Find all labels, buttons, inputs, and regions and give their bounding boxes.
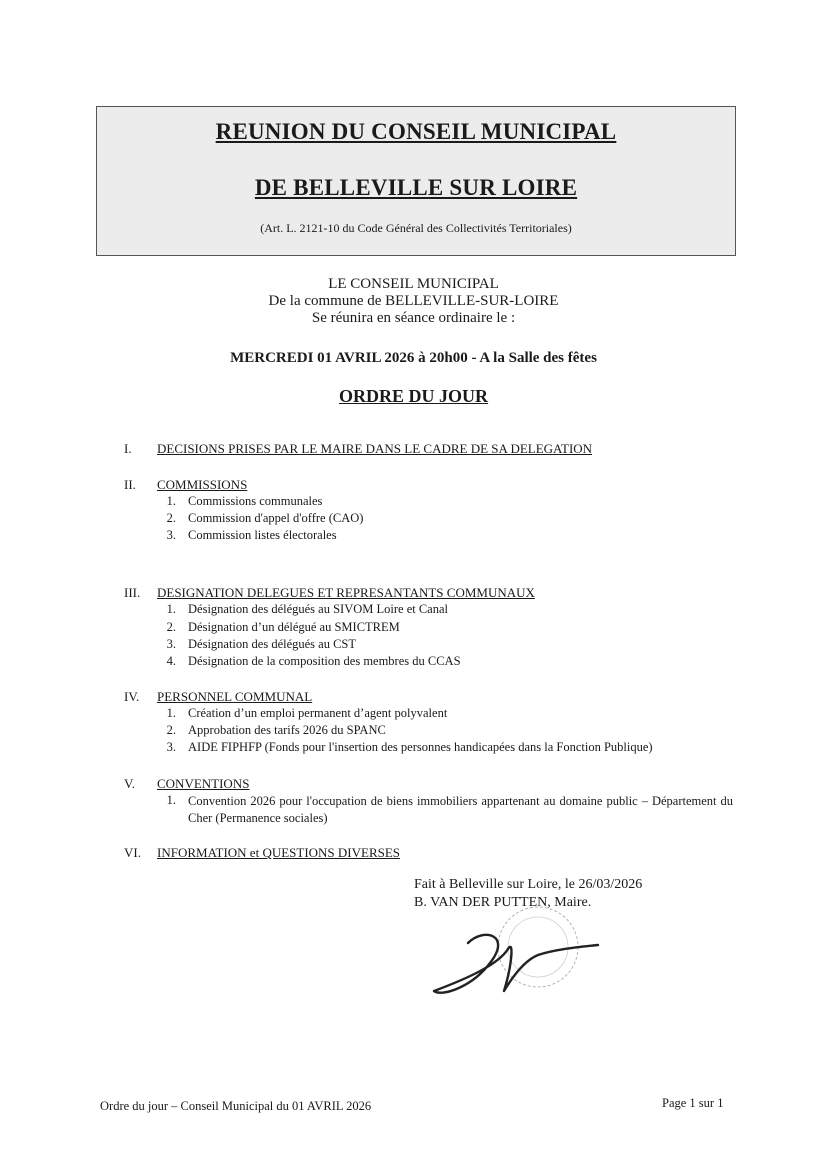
item-number: 2. bbox=[166, 620, 176, 634]
item-number: 4. bbox=[166, 654, 176, 668]
item-number: 3. bbox=[166, 740, 176, 754]
item-text: Désignation des délégués au SIVOM Loire et Canal bbox=[188, 602, 449, 616]
section-title: CONVENTIONS bbox=[157, 776, 250, 791]
header-box bbox=[96, 106, 736, 256]
section-number: IV. bbox=[124, 689, 140, 704]
item-text: Désignation des délégués au CST bbox=[188, 637, 357, 651]
item-text: Commission d'appel d'offre (CAO) bbox=[188, 511, 364, 525]
document-title-line2: DE BELLEVILLE SUR LOIRE bbox=[254, 175, 578, 200]
item-text: AIDE FIPHFP (Fonds pour l'insertion des personnes handicapées dans la Fonction Publique) bbox=[188, 740, 653, 754]
signatory-name: B. VAN DER PUTTEN, Maire. bbox=[414, 895, 592, 910]
section-title: DESIGNATION DELEGUES ET REPRESANTANTS COMMUNAUX bbox=[157, 585, 535, 600]
item-number: 2. bbox=[166, 511, 176, 525]
convocation-block bbox=[0, 276, 827, 327]
item-text: Commission listes électorales bbox=[188, 528, 337, 542]
convocation-line1: LE CONSEIL MUNICIPAL bbox=[328, 276, 499, 292]
item-text: Création d’un emploi permanent d’agent polyvalent bbox=[188, 706, 448, 720]
legal-reference: (Art. L. 2121-10 du Code Général des Collectivités Territoriales) bbox=[260, 221, 572, 235]
footer-left: Ordre du jour – Conseil Municipal du 01 AVRIL 2026 bbox=[100, 1099, 372, 1113]
item-number: 1. bbox=[166, 793, 176, 807]
item-text: Désignation d’un délégué au SMICTREM bbox=[188, 620, 400, 634]
item-number: 1. bbox=[166, 602, 176, 616]
item-number: 1. bbox=[166, 494, 176, 508]
handwritten-signature bbox=[420, 905, 610, 1015]
signature-place-date: Fait à Belleville sur Loire, le 26/03/2026 bbox=[414, 877, 643, 892]
meeting-date-line: MERCREDI 01 AVRIL 2026 à 20h00 - A la Salle des fêtes bbox=[230, 350, 597, 366]
section-title: COMMISSIONS bbox=[157, 477, 248, 492]
section-number: I. bbox=[124, 441, 132, 456]
item-text: Convention 2026 pour l'occupation de biens immobiliers appartenant au domaine public – Département du Cher (Permanence sociales) bbox=[188, 794, 733, 825]
item-number: 1. bbox=[166, 706, 176, 720]
section-title: INFORMATION et QUESTIONS DIVERSES bbox=[157, 845, 401, 860]
item-number: 3. bbox=[166, 637, 176, 651]
item-number: 2. bbox=[166, 723, 176, 737]
section-number: VI. bbox=[124, 845, 141, 860]
document-title-line1: REUNION DU CONSEIL MUNICIPAL bbox=[215, 119, 617, 144]
convocation-line2: De la commune de BELLEVILLE-SUR-LOIRE bbox=[268, 293, 559, 309]
item-number: 3. bbox=[166, 528, 176, 542]
section-number: II. bbox=[124, 477, 136, 492]
item-text: Désignation de la composition des membres du CCAS bbox=[188, 654, 461, 668]
section-number: III. bbox=[124, 585, 141, 600]
page-number: Page 1 sur 1 bbox=[662, 1096, 724, 1110]
section-title: PERSONNEL COMMUNAL bbox=[157, 689, 313, 704]
section-number: V. bbox=[124, 776, 135, 791]
convocation-line3: Se réunira en séance ordinaire le : bbox=[311, 310, 516, 326]
agenda-title: ORDRE DU JOUR bbox=[338, 386, 488, 406]
item-text: Commissions communales bbox=[188, 494, 323, 508]
item-text: Approbation des tarifs 2026 du SPANC bbox=[188, 723, 386, 737]
section-title: DECISIONS PRISES PAR LE MAIRE DANS LE CADRE DE SA DELEGATION bbox=[157, 441, 593, 456]
